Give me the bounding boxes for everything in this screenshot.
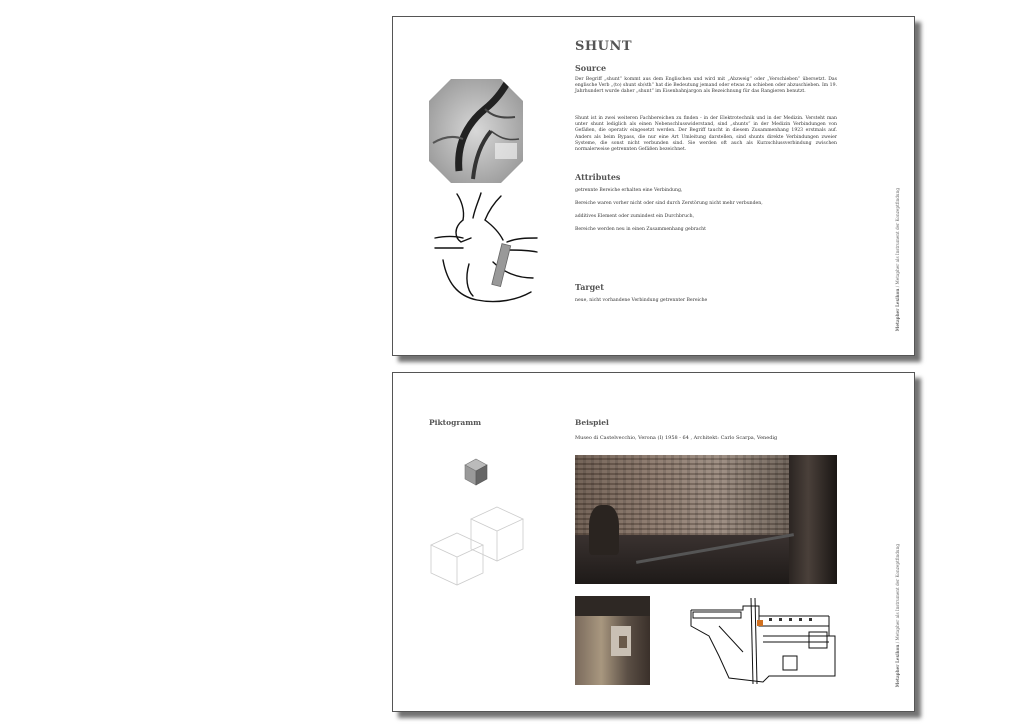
spine-title: Metapher Lexikon <box>895 288 900 331</box>
spine-label: Metapher Lexikon / Metapher als Instrument der Konzeptfindung <box>895 187 900 331</box>
attribute-item: additives Element oder zumindest ein Durchbruch, <box>575 214 695 219</box>
target-text: neue, nicht vorhandene Verbindung getrennter Bereiche <box>575 298 708 303</box>
piktogramm-heading: Piktogramm <box>429 418 482 427</box>
page-title: SHUNT <box>575 39 633 54</box>
angiogram-image <box>429 79 523 183</box>
pictogram-cube-icon <box>463 457 489 487</box>
attribute-item: Bereiche werden neu in einen Zusammenhang gebracht <box>575 227 706 232</box>
attribute-item: Bereiche waren vorher nicht oder sind durch Zerstörung nicht mehr verbunden, <box>575 201 763 206</box>
beispiel-heading: Beispiel <box>575 418 609 427</box>
spine-subtitle: Metapher als Instrument der Konzeptfindung <box>895 187 900 285</box>
floor-plan-drawing <box>689 596 839 686</box>
attribute-item: getrennte Bereiche erhalten eine Verbindung, <box>575 188 683 193</box>
staircase-photo <box>575 596 650 685</box>
page-examples <box>392 372 915 712</box>
attributes-heading: Attributes <box>575 172 621 182</box>
museum-interior-photo <box>575 455 837 584</box>
source-heading: Source <box>575 63 607 73</box>
heart-drawing <box>433 192 545 307</box>
spine-subtitle: Metapher als Instrument der Konzeptfindung <box>895 543 900 641</box>
source-paragraph-1: Der Begriff „shunt“ kommt aus dem Englischen und wird mit „Abzweig“ oder „Verschieben“ übersetzt. Das englische Verb „(to) shunt sb/sth“ hat die Bedeutung jemand oder etwas zu schieben oder abzuschieben. Im 19. Jahrhundert wurde daher „shunt“ im Eisenbahnjargon als Bezeichnung für das Rangieren benutzt. <box>575 77 837 95</box>
spine-label: Metapher Lexikon / Metapher als Instrument der Konzeptfindung <box>895 543 900 687</box>
pictogram-cubes-outline-icon <box>427 503 527 587</box>
target-heading: Target <box>575 282 604 292</box>
source-paragraph-2: Shunt ist in zwei weiteren Fachbereichen zu finden - in der Elektrotechnik und in der Medizin. Versteht man unter shunt lediglich als einen Nebenschlusswiderstand, sind „shunts“ in der Medizin Verbindungen von Gefäßen, die operativ eingesetzt werden. Der Begriff taucht in diesem Zusammenhang 1923 erstmals auf. Anders als beim Bypass, die nur eine Art Umleitung darstellen, sind shunts direkte Verbindungen zweier Systeme, die sonst nicht verbunden sind. Sie werden oft auch als Kurzschlussverbindung zwischen normalerweise getrennten Gefäßen bezeichnet. <box>575 116 837 153</box>
page-shunt-definition <box>392 16 915 356</box>
spine-title: Metapher Lexikon <box>895 644 900 687</box>
beispiel-caption: Museo di Castelvecchio, Verona (I) 1958 - 64 , Architekt: Carlo Scarpa, Venedig <box>575 435 778 441</box>
